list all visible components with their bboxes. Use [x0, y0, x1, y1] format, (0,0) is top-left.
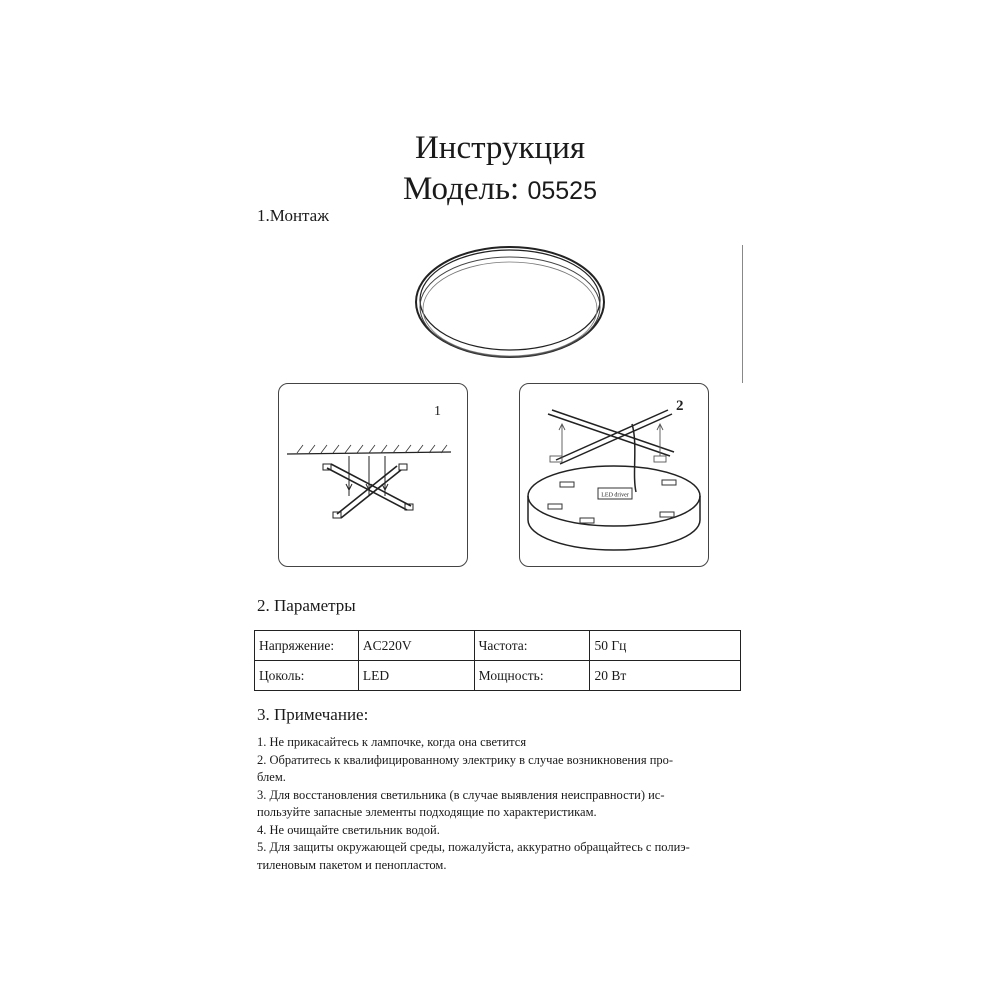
note-line: блем.: [257, 770, 286, 784]
model-number: 05525: [527, 177, 597, 205]
note-line: 5. Для защиты окружающей среды, пожалуйста, аккуратно обращайтесь с полиэ-: [257, 840, 690, 854]
voltage-label: Напряжение:: [255, 631, 359, 661]
power-value: 20 Вт: [590, 661, 741, 691]
section-parameters-heading: 2. Параметры: [257, 596, 356, 615]
parameters-table: [254, 630, 741, 691]
voltage-value: AC220V: [358, 631, 474, 661]
step2-panel: [519, 383, 709, 567]
note-line: пользуйте запасные элементы подходящие по характеристикам.: [257, 805, 597, 819]
section-notes-heading: 3. Примечание:: [257, 705, 369, 724]
table-row: [255, 631, 741, 661]
note-line: 2. Обратитесь к квалифицированному электрику в случае возникновения про-: [257, 752, 674, 767]
page-title: Инструкция: [414, 130, 586, 166]
note-line: 3. Для восстановления светильника (в случае выявления неисправности) ис-: [257, 787, 665, 802]
note-line: тиленовым пакетом и пенопластом.: [257, 857, 447, 872]
note-line: 1. Не прикасайтесь к лампочке, когда она светится: [257, 735, 527, 749]
base-value: LED: [358, 661, 474, 691]
model-line: [0, 170, 1000, 210]
section-mounting-heading: 1.Монтаж: [257, 206, 329, 225]
led-driver-label: LED driver: [601, 492, 629, 499]
note-line: 4. Не очищайте светильник водой.: [257, 822, 440, 837]
table-row: [255, 661, 741, 691]
frequency-label: Частота:: [474, 631, 590, 661]
step1-panel: [278, 383, 468, 567]
model-label: Модель:: [403, 171, 520, 207]
frequency-value: 50 Гц: [590, 631, 741, 661]
step1-number: 1: [434, 404, 441, 419]
notes-list: [257, 734, 757, 874]
mounting-bracket-diagram: [279, 384, 467, 566]
base-label: Цоколь:: [255, 661, 359, 691]
power-label: Мощность:: [474, 661, 590, 691]
step2-number: 2: [676, 398, 684, 414]
lamp-illustration: [414, 246, 606, 360]
margin-line: [742, 245, 743, 383]
assembly-diagram: [520, 384, 708, 566]
